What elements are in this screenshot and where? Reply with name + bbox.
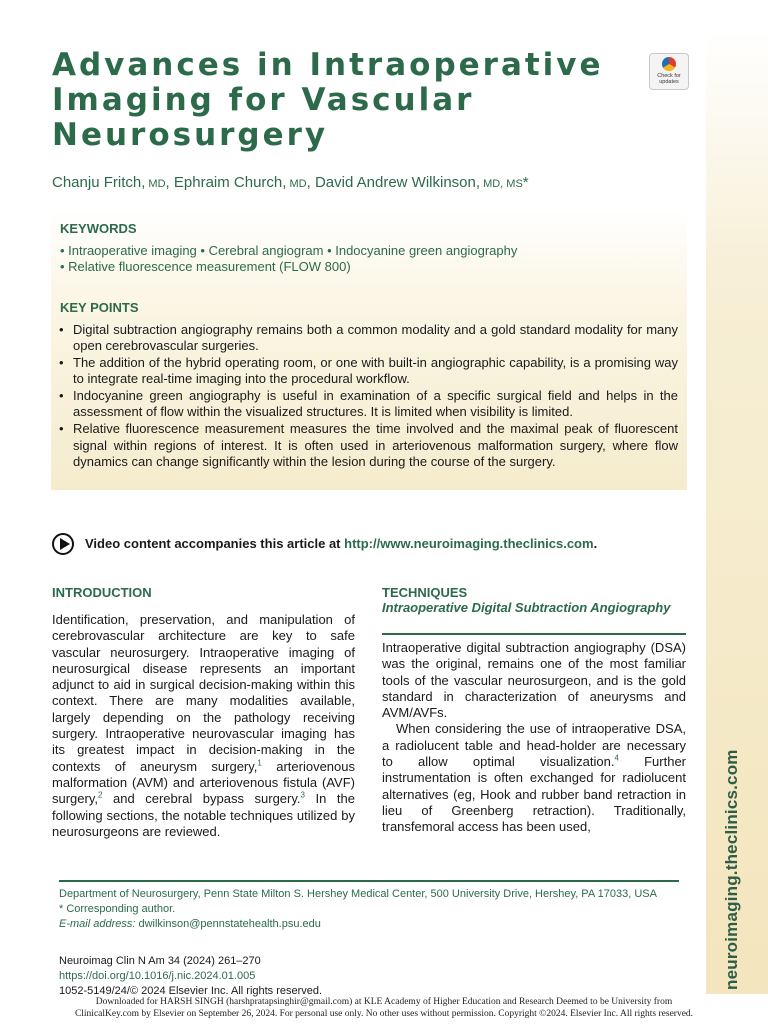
- keywords-line: • Relative fluorescence measurement (FLOW 800): [60, 259, 351, 274]
- journal-citation: Neuroimag Clin N Am 34 (2024) 261–270: [59, 955, 261, 967]
- check-for-updates-button[interactable]: [649, 53, 689, 90]
- techniques-subheading: Intraoperative Digital Subtraction Angiography: [382, 600, 671, 615]
- techniques-paragraphs: [382, 640, 686, 836]
- title-line: Imaging for Vascular: [52, 82, 475, 118]
- author-list: [52, 174, 529, 191]
- author-name: , Ephraim Church,: [165, 174, 287, 191]
- article-title: [52, 48, 652, 153]
- footnote-divider: [59, 880, 679, 882]
- affiliation-text: Department of Neurosurgery, Penn State Milton S. Hershey Medical Center, 500 University Drive, Hershey, PA 17033, USA: [59, 888, 657, 900]
- corresponding-author-note: * Corresponding author.: [59, 903, 176, 915]
- video-link[interactable]: http://www.neuroimaging.theclinics.com: [344, 536, 594, 551]
- author-degree: MD, MS: [480, 178, 523, 190]
- title-line: Neurosurgery: [52, 117, 329, 153]
- keywords-line: • Intraoperative imaging • Cerebral angiogram • Indocyanine green angiography: [60, 243, 518, 258]
- techniques-heading: TECHNIQUES: [382, 585, 468, 600]
- affiliation-block: [59, 887, 679, 932]
- doi-link[interactable]: https://doi.org/10.1016/j.nic.2024.01.005: [59, 970, 256, 982]
- introduction-heading: INTRODUCTION: [52, 585, 152, 600]
- techniques-paragraph-2: When considering the use of intraoperative DSA, a radiolucent table and head-holder are necessary to allow optimal visualization.$^4$ Further instrumentation is often exchanged for radiolucent alternatives (eg, Hook and rubber band retraction in lieu of Greenberg retraction). Traditionally, transfemoral access has been used,: [382, 721, 687, 835]
- techniques-paragraph-1: Intraoperative digital subtraction angiography (DSA) was the original, remains one of the most familiar tools of the vascular neurosurgeon, and is the gold standard in characterization of aneurysms and AVM/AVFs.: [382, 640, 686, 721]
- email-label: E-mail address:: [59, 918, 136, 930]
- introduction-paragraph: Identification, preservation, and manipulation of cerebrovascular architecture are key to safe vascular neurosurgery. Intraoperative imaging of neurosurgical disease represents an important adjunct to aid in surgical decision-making within this context. There are many modalities available, largely depending on the pathology receiving surgery. Intraoperative neurovascular imaging has its greatest impact in decision-making in the contexts of aneurysm surgery,$^1$ arteriovenous malformation (AVM) and arteriovenous fistula (AVF) surgery,$^2$ and cerebral bypass surgery.$^3$ In the following sections, the notable techniques utilized by neurosurgeons are reviewed.: [52, 612, 355, 839]
- download-line: ClinicalKey.com by Elsevier on September 26, 2024. For personal use only. No other uses without permission. Copyright ©2024. Elsevier Inc. All rights reserved.: [74, 1009, 694, 1019]
- video-text: Video content accompanies this article at: [85, 536, 345, 551]
- reference-link[interactable]: 4: [614, 753, 619, 763]
- key-point-item: • Digital subtraction angiography remains both a common modality and a gold standard modality for many open cerebrovascular surgeries.: [58, 322, 678, 355]
- download-line: Downloaded for HARSH SINGH (harshpratapsinghir@gmail.com) at KLE Academy of Higher Education and Research Deemed to be University from: [95, 997, 673, 1007]
- copyright-line: 1052-5149/24/© 2024 Elsevier Inc. All rights reserved.: [59, 985, 323, 997]
- key-points-heading: KEY POINTS: [60, 300, 139, 315]
- reference-link[interactable]: 1: [257, 758, 262, 768]
- check-for-updates-label: Check for updates: [657, 73, 681, 85]
- crossmark-icon: [662, 57, 676, 71]
- author-name: Chanju Fritch,: [52, 174, 146, 191]
- video-period: .: [593, 536, 598, 551]
- play-icon[interactable]: [52, 533, 74, 555]
- journal-url-vertical: neuroimaging.theclinics.com: [722, 749, 741, 990]
- download-notice: [0, 996, 768, 1020]
- key-point-item: • Relative fluorescence measurement measures the time involved and the maximal peak of fluorescent signal within regions of interest. It is often used in arteriovenous malformation surgery, where flow dynamics can change significantly within the lesion during the course of the surgery.: [58, 421, 678, 470]
- corresponding-star: *: [522, 174, 529, 191]
- author-degree: MD: [286, 178, 307, 190]
- title-line: Advances in Intraoperative: [52, 47, 604, 83]
- email-address[interactable]: dwilkinson@pennstatehealth.psu.edu: [135, 918, 321, 930]
- key-point-item: • Indocyanine green angiography is useful in examination of a specific surgical field and helps in the assessment of flow within the visualized structures. It is limited when visibility is limited.: [58, 388, 678, 421]
- key-points-list: [58, 322, 678, 471]
- keywords-heading: KEYWORDS: [60, 221, 137, 236]
- key-point-item: • The addition of the hybrid operating room, or one with built-in angiographic capability, is a promising way to integrate real-time imaging into the procedural workflow.: [58, 355, 678, 388]
- citation-block: [59, 954, 322, 999]
- author-name: , David Andrew Wilkinson,: [306, 174, 481, 191]
- section-divider: [382, 633, 686, 635]
- reference-link[interactable]: 3: [300, 790, 305, 800]
- reference-link[interactable]: 2: [98, 790, 103, 800]
- author-degree: MD: [145, 178, 166, 190]
